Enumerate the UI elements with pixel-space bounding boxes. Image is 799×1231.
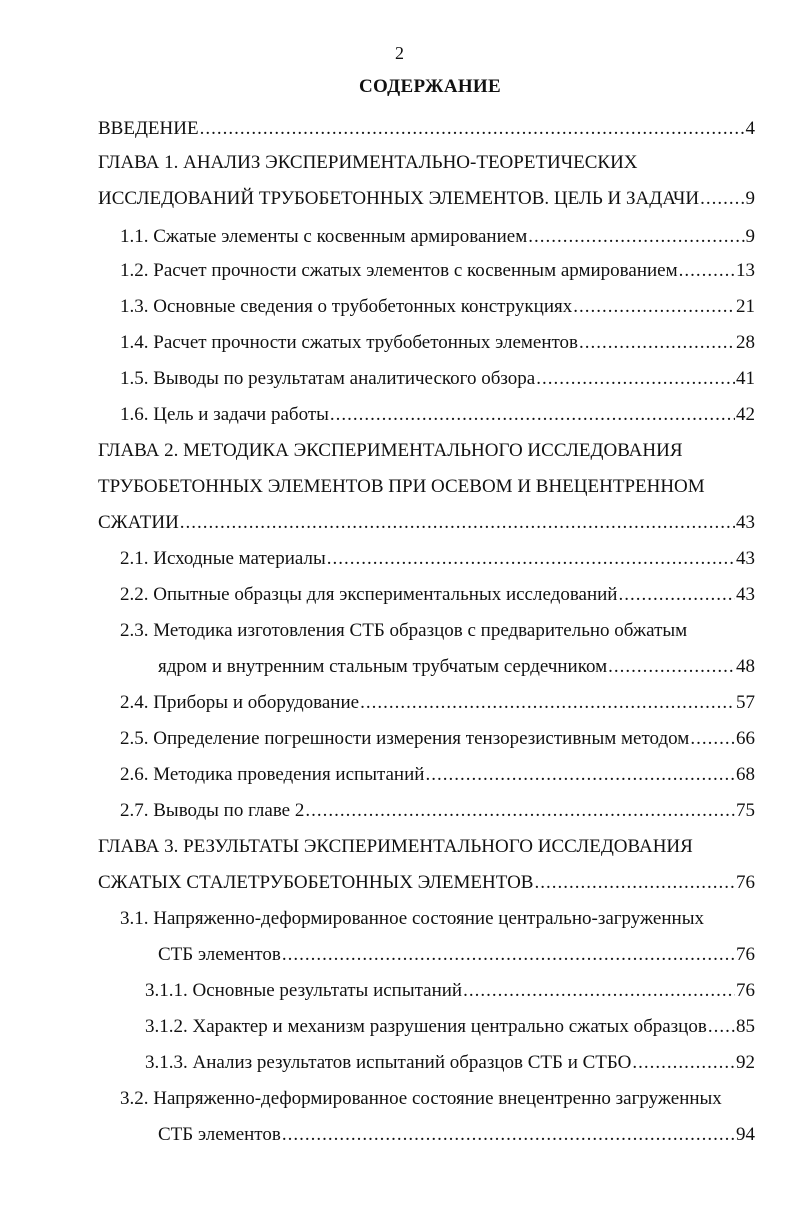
toc-entry-text: СТБ элементов	[158, 1124, 281, 1145]
toc-entry-3-2-line-1[interactable]: 3.2. Напряженно-деформированное состояние внецентренно загруженных	[120, 1088, 722, 1109]
leader-dots	[360, 689, 735, 717]
toc-entry-text: 3.1.3. Анализ результатов испытаний образцов СТБ и СТБО	[145, 1052, 632, 1073]
toc-entry-page: 85	[736, 1016, 755, 1037]
toc-entry-introduction[interactable]	[98, 115, 755, 143]
toc-entry-chapter-1[interactable]	[98, 185, 755, 213]
toc-entry-3-1-line-1[interactable]: 3.1. Напряженно-деформированное состояние центрально-загруженных	[120, 908, 704, 929]
toc-entry-page: 68	[736, 764, 755, 785]
leader-dots	[327, 545, 735, 573]
toc-entry-text: 1.1. Сжатые элементы с косвенным армированием	[120, 226, 528, 247]
toc-entry-page: 42	[736, 404, 755, 425]
leader-dots	[180, 509, 735, 537]
toc-entry-2-2[interactable]	[120, 581, 755, 609]
toc-entry-page: 76	[736, 872, 755, 893]
toc-entry-2-1[interactable]	[120, 545, 755, 573]
toc-entry-chapter-1-line-1[interactable]: ГЛАВА 1. АНАЛИЗ ЭКСПЕРИМЕНТАЛЬНО-ТЕОРЕТИЧЕСКИХ	[98, 152, 638, 173]
toc-entry-1-3[interactable]	[120, 293, 755, 321]
leader-dots	[282, 941, 735, 969]
leader-dots	[425, 761, 735, 789]
toc-entry-text: 1.5. Выводы по результатам аналитического обзора	[120, 368, 536, 389]
leader-dots	[700, 185, 744, 213]
leader-dots	[528, 223, 744, 251]
toc-entry-page: 94	[736, 1124, 755, 1145]
leader-dots	[463, 977, 735, 1005]
toc-entry-2-5[interactable]	[120, 725, 755, 753]
leader-dots	[573, 293, 735, 321]
leader-dots	[534, 869, 735, 897]
toc-entry-2-7[interactable]	[120, 797, 755, 825]
leader-dots	[200, 115, 745, 143]
toc-entry-1-5[interactable]	[120, 365, 755, 393]
toc-entry-text: 2.7. Выводы по главе 2	[120, 800, 305, 821]
toc-entry-page: 13	[736, 260, 755, 281]
toc-entry-page: 43	[736, 584, 755, 605]
toc-entry-page: 9	[745, 188, 755, 209]
leader-dots	[305, 797, 735, 825]
toc-entry-text: ядром и внутренним стальным трубчатым сердечником	[158, 656, 608, 677]
toc-title: СОДЕРЖАНИЕ	[359, 76, 501, 97]
toc-entry-chapter-2-line-1[interactable]: ГЛАВА 2. МЕТОДИКА ЭКСПЕРИМЕНТАЛЬНОГО ИССЛЕДОВАНИЯ	[98, 440, 683, 461]
page-number: 2	[395, 43, 404, 63]
toc-entry-text: 2.6. Методика проведения испытаний	[120, 764, 425, 785]
toc-entry-page: 41	[736, 368, 755, 389]
toc-entry-page: 76	[736, 980, 755, 1001]
toc-entry-page: 66	[736, 728, 755, 749]
toc-entry-3-1[interactable]	[158, 941, 755, 969]
toc-entry-text: 1.6. Цель и задачи работы	[120, 404, 329, 425]
leader-dots	[579, 329, 735, 357]
toc-entry-text: СЖАТИИ	[98, 512, 179, 533]
toc-entry-text: 2.2. Опытные образцы для экспериментальных исследований	[120, 584, 618, 605]
toc-entry-text: 2.1. Исходные материалы	[120, 548, 326, 569]
toc-entry-3-1-2[interactable]	[145, 1013, 755, 1041]
toc-entry-text: СТБ элементов	[158, 944, 281, 965]
toc-entry-page: 21	[736, 296, 755, 317]
toc-entry-1-4[interactable]	[120, 329, 755, 357]
toc-entry-page: 9	[745, 226, 755, 247]
toc-entry-text: 1.4. Расчет прочности сжатых трубобетонных элементов	[120, 332, 579, 353]
toc-entry-chapter-2[interactable]	[98, 509, 755, 537]
toc-entry-text: 1.3. Основные сведения о трубобетонных конструкциях	[120, 296, 573, 317]
leader-dots	[330, 401, 735, 429]
toc-entry-1-1[interactable]	[120, 223, 755, 251]
toc-entry-page: 43	[736, 548, 755, 569]
toc-entry-page: 4	[745, 118, 755, 139]
toc-entry-2-6[interactable]	[120, 761, 755, 789]
leader-dots	[708, 1013, 735, 1041]
toc-entry-2-4[interactable]	[120, 689, 755, 717]
toc-entry-text: 2.5. Определение погрешности измерения тензорезистивным методом	[120, 728, 690, 749]
leader-dots	[608, 653, 735, 681]
toc-entry-3-1-1[interactable]	[145, 977, 755, 1005]
toc-entry-page: 28	[736, 332, 755, 353]
leader-dots	[282, 1121, 735, 1149]
leader-dots	[536, 365, 735, 393]
toc-entry-chapter-2-line-2[interactable]: ТРУБОБЕТОННЫХ ЭЛЕМЕНТОВ ПРИ ОСЕВОМ И ВНЕЦЕНТРЕННОМ	[98, 476, 705, 497]
toc-entry-3-1-3[interactable]	[145, 1049, 755, 1077]
toc-entry-text: 3.1.1. Основные результаты испытаний	[145, 980, 463, 1001]
toc-entry-text: 1.2. Расчет прочности сжатых элементов с косвенным армированием	[120, 260, 678, 281]
toc-entry-text: 3.1.2. Характер и механизм разрушения центрально сжатых образцов	[145, 1016, 707, 1037]
toc-entry-page: 76	[736, 944, 755, 965]
toc-entry-text: ВВЕДЕНИЕ	[98, 118, 199, 139]
leader-dots	[690, 725, 735, 753]
toc-entry-1-2[interactable]	[120, 257, 755, 285]
toc-entry-page: 48	[736, 656, 755, 677]
leader-dots	[632, 1049, 735, 1077]
toc-entry-1-6[interactable]	[120, 401, 755, 429]
toc-entry-page: 92	[736, 1052, 755, 1073]
toc-entry-page: 75	[736, 800, 755, 821]
toc-entry-text: СЖАТЫХ СТАЛЕТРУБОБЕТОННЫХ ЭЛЕМЕНТОВ	[98, 872, 534, 893]
toc-entry-text: 2.4. Приборы и оборудование	[120, 692, 360, 713]
leader-dots	[618, 581, 735, 609]
toc-entry-chapter-3[interactable]	[98, 869, 755, 897]
toc-entry-page: 57	[736, 692, 755, 713]
toc-entry-page: 43	[736, 512, 755, 533]
toc-entry-chapter-3-line-1[interactable]: ГЛАВА 3. РЕЗУЛЬТАТЫ ЭКСПЕРИМЕНТАЛЬНОГО ИССЛЕДОВАНИЯ	[98, 836, 693, 857]
toc-entry-2-3[interactable]	[158, 653, 755, 681]
toc-entry-3-2[interactable]	[158, 1121, 755, 1149]
toc-entry-2-3-line-1[interactable]: 2.3. Методика изготовления СТБ образцов с предварительно обжатым	[120, 620, 688, 641]
toc-entry-text: ИССЛЕДОВАНИЙ ТРУБОБЕТОННЫХ ЭЛЕМЕНТОВ. ЦЕЛЬ И ЗАДАЧИ	[98, 188, 700, 209]
leader-dots	[679, 257, 735, 285]
